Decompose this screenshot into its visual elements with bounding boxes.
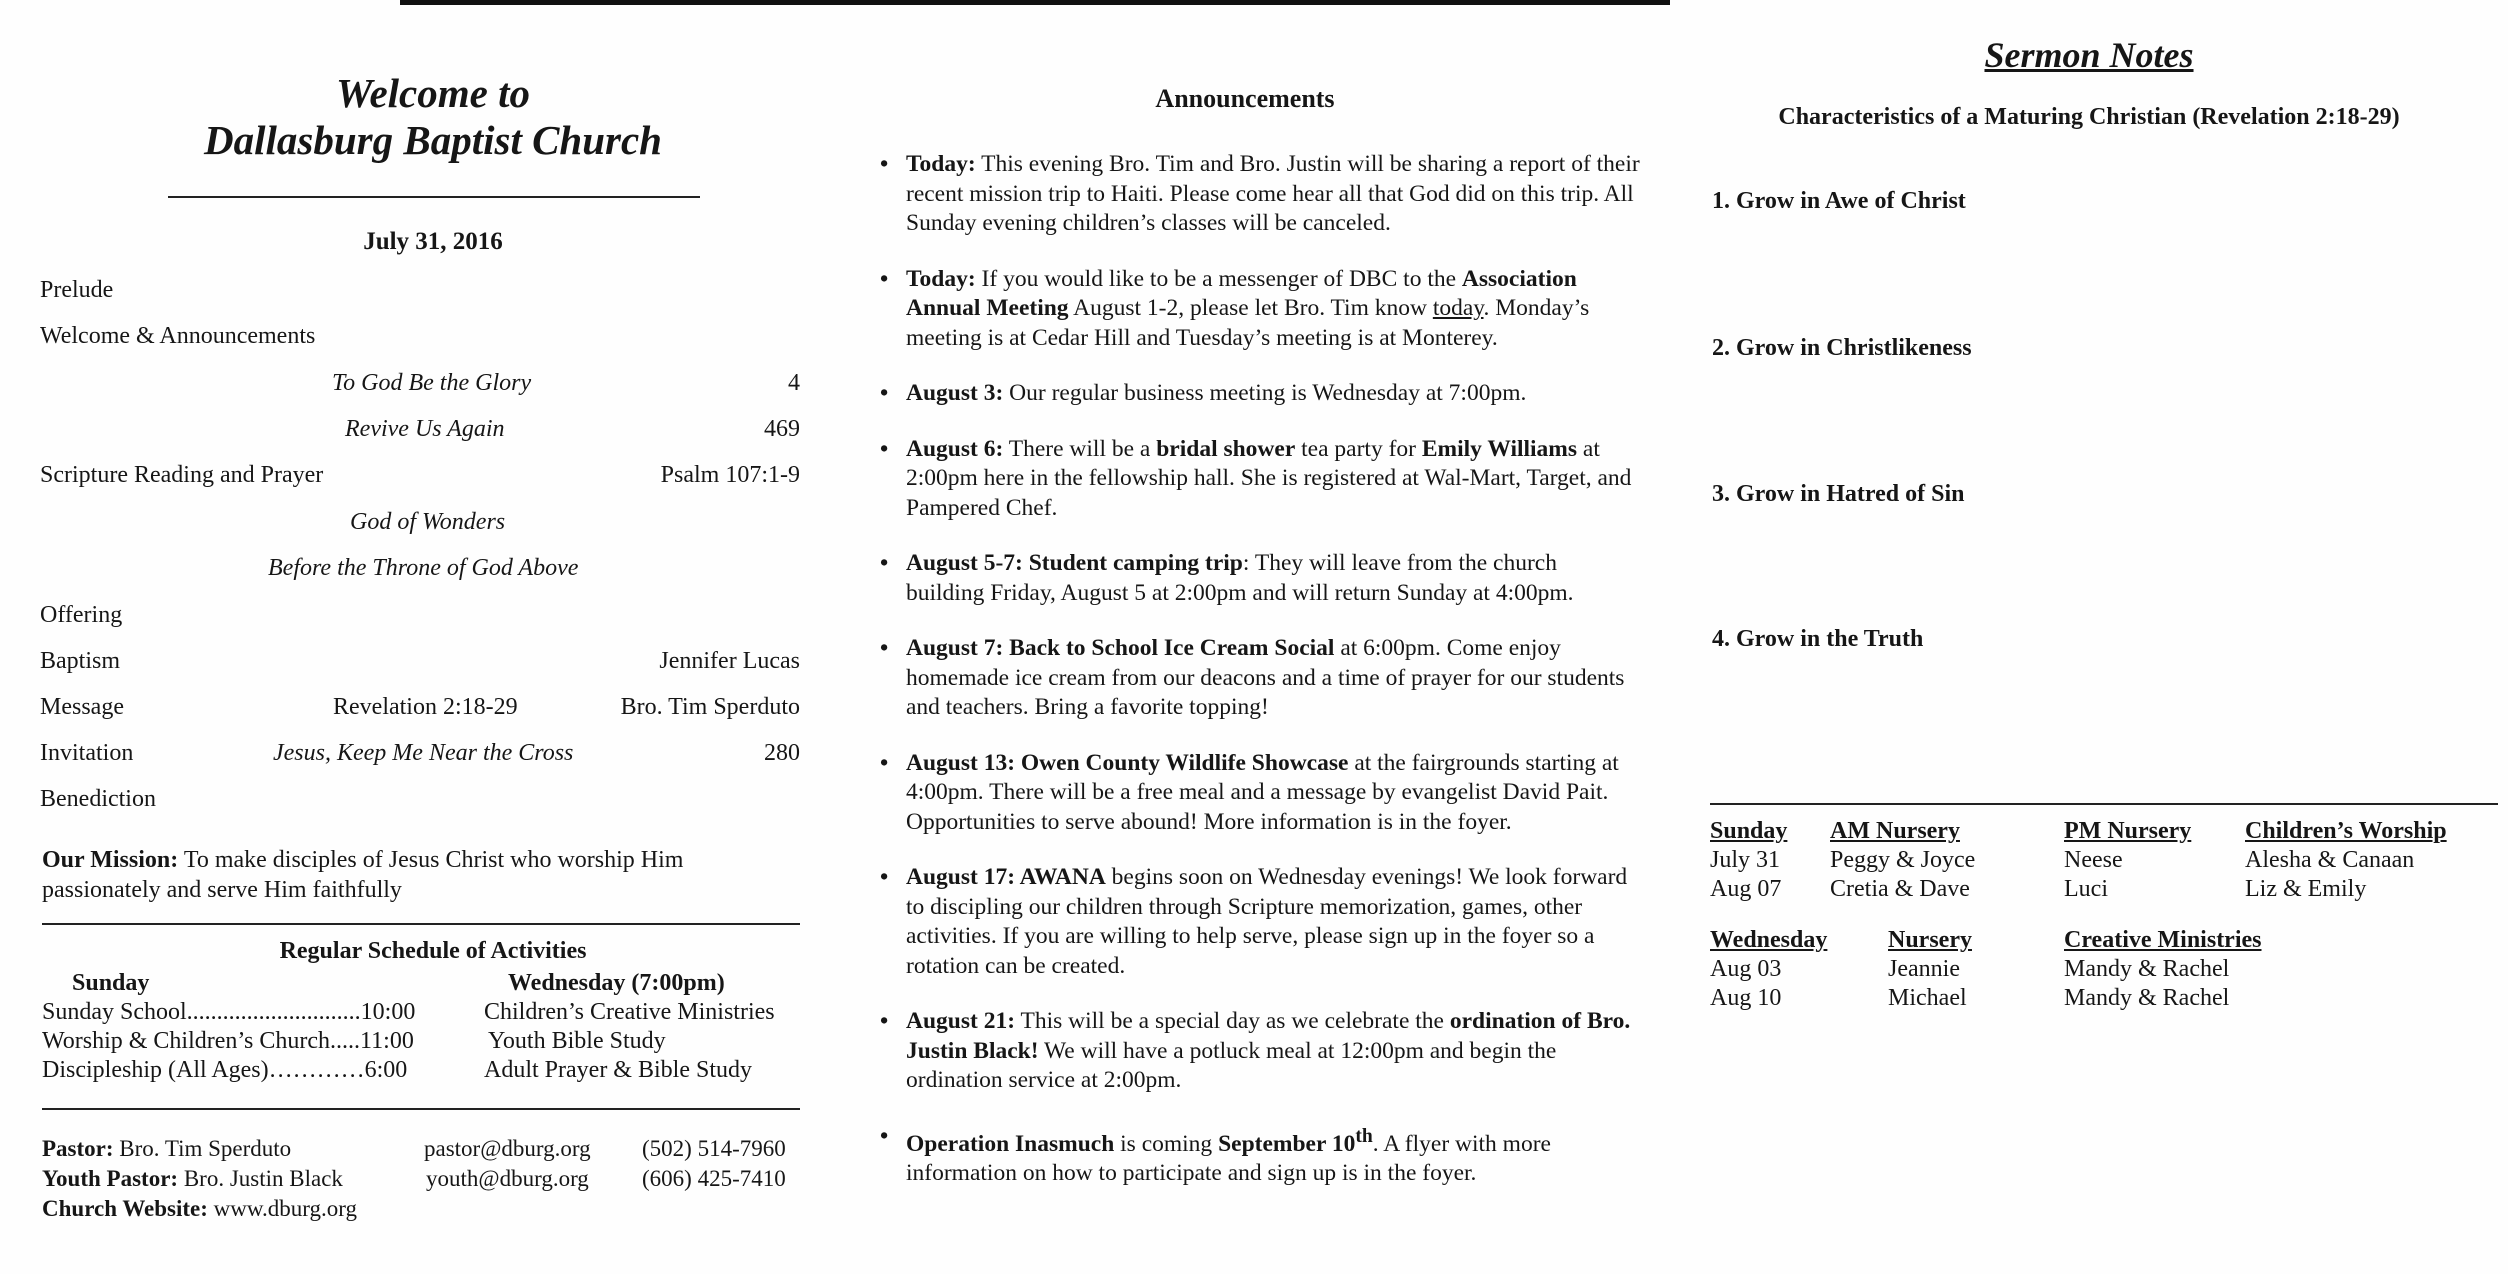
bullet-icon: •	[880, 1008, 889, 1034]
service-item-label: Welcome & Announcements	[40, 323, 316, 349]
announcement-emphasis: August 6:	[906, 435, 1004, 462]
service-item	[40, 462, 800, 502]
volunteer-names: Mandy & Rachel	[2064, 956, 2230, 982]
sermon-point: 3. Grow in Hatred of Sin	[1712, 481, 1965, 507]
service-item	[40, 323, 800, 363]
hymn-title: Jesus, Keep Me Near the Cross	[273, 740, 574, 766]
announcement-text: August 1-2, please let Bro. Tim know	[1068, 295, 1433, 321]
mission-text: To make disciples of Jesus Christ who worship Him passionately and serve Him faithfully	[42, 847, 684, 903]
wednesday-heading: Wednesday	[1710, 927, 1828, 953]
schedule-top-divider	[42, 923, 800, 925]
youth-pastor-email: youth@dburg.org	[426, 1166, 589, 1191]
announcement-item	[880, 265, 1640, 354]
bullet-icon: •	[880, 550, 889, 576]
hymn-number: 4	[788, 370, 800, 396]
childrens-worship-heading: Children’s Worship	[2245, 818, 2447, 844]
speaker-name: Bro. Tim Sperduto	[620, 694, 800, 720]
sunday-dates	[1710, 817, 1787, 904]
nursery-date: July 31	[1710, 847, 1781, 873]
service-item-label: Scripture Reading and Prayer	[40, 462, 324, 488]
announcement-emphasis: Today:	[906, 151, 976, 177]
hymn-title: To God Be the Glory	[332, 370, 532, 396]
message-passage: Revelation 2:18-29	[333, 694, 518, 720]
sunday-activity	[42, 997, 415, 1027]
activity-time: 10:00	[360, 999, 416, 1025]
announcement-emphasis: August 3:	[906, 380, 1004, 406]
announcement-emphasis: bridal shower	[1156, 435, 1296, 462]
sunday-heading: Sunday	[1710, 818, 1788, 844]
wednesday-activity: Youth Bible Study	[488, 1028, 666, 1054]
announcement-text: is coming	[1114, 1130, 1219, 1157]
song-title: Before the Throne of God Above	[268, 555, 579, 581]
am-nursery-column	[1830, 817, 1975, 904]
announcement-text: at 2:00pm here in the fellowship hall. She is registered at Wal-Mart, Target, and Pampered Chef.	[906, 435, 1632, 521]
sunday-schedule-heading: Sunday	[72, 970, 150, 996]
volunteer-names: Michael	[1888, 985, 1967, 1011]
pm-nursery-column	[2064, 817, 2191, 904]
hymn-title: Revive Us Again	[345, 416, 505, 442]
activity-name: Discipleship (All Ages)…………	[42, 1057, 365, 1083]
announcement-emphasis: Today:	[906, 265, 976, 292]
title-divider	[168, 196, 700, 198]
sunday-activity	[42, 1055, 407, 1085]
pastor-phone: (502) 514-7960	[642, 1136, 786, 1161]
wednesday-nursery-column	[1888, 926, 1972, 1013]
contact-role: Church Website:	[42, 1196, 208, 1221]
service-item	[40, 277, 800, 317]
wednesday-schedule-heading: Wednesday (7:00pm)	[508, 970, 725, 996]
am-nursery-heading: AM Nursery	[1830, 818, 1960, 844]
song-title: God of Wonders	[350, 509, 506, 535]
announcement-text: at the fairgrounds starting at 4:00pm. There will be a free meal and a message by evangelist David Pait. Opportunities to serve abound! More information is in the foyer.	[906, 749, 1619, 835]
service-item	[40, 740, 800, 780]
announcement-text: This will be a special day as we celebrate the	[1015, 1008, 1450, 1034]
announcement-emphasis: th	[1355, 1125, 1373, 1147]
service-item-label: Benediction	[40, 786, 156, 812]
volunteer-names: Luci	[2064, 876, 2108, 902]
announcement-emphasis: August 17: AWANA	[906, 864, 1106, 890]
announcement-text: today	[1432, 295, 1484, 321]
pastor-contact	[42, 1134, 291, 1164]
announcement-item	[880, 1122, 1640, 1189]
announcement-text: This evening Bro. Tim and Bro. Justin will be sharing a report of their recent mission trip to Haiti. Please come hear all that God did on this trip. All Sunday evening children’s classes will be canceled.	[906, 151, 1640, 236]
activity-time: 11:00	[360, 1028, 414, 1054]
announcement-text: tea party for	[1295, 435, 1422, 462]
announcement-emphasis: September 10	[1218, 1130, 1356, 1157]
announcements-panel	[820, 0, 1670, 1274]
sermon-point: 4. Grow in the Truth	[1712, 626, 1924, 652]
sunday-activity	[42, 1026, 414, 1056]
service-item	[40, 509, 800, 549]
nursery-divider	[1710, 803, 2498, 805]
service-item	[40, 416, 800, 456]
mission-statement	[42, 845, 762, 905]
announcement-emphasis: August 7: Back to School Ice Cream Social	[906, 635, 1335, 661]
welcome-title	[0, 70, 866, 164]
activity-name: Worship & Children’s Church.....	[42, 1028, 361, 1054]
service-item-label: Prelude	[40, 277, 114, 303]
announcement-text: . A flyer with more information on how to participate and sign up is in the foyer.	[906, 1130, 1551, 1186]
announcement-item	[880, 634, 1640, 723]
service-item	[40, 694, 800, 734]
bullet-icon: •	[880, 380, 889, 406]
announcements-list	[880, 150, 1640, 1214]
activity-name: Sunday School.............................	[42, 999, 361, 1025]
service-item-label: Baptism	[40, 648, 121, 674]
contact-divider	[42, 1108, 800, 1110]
wednesday-dates	[1710, 926, 1827, 1013]
announcement-text: Our regular business meeting is Wednesday at 7:00pm.	[1003, 380, 1527, 406]
announcement-emphasis: August 5-7: Student camping trip	[906, 550, 1243, 576]
baptism-candidate: Jennifer Lucas	[659, 648, 800, 674]
announcement-item	[880, 150, 1640, 239]
volunteer-names: Liz & Emily	[2245, 876, 2367, 902]
creative-ministries-column	[2064, 926, 2262, 1013]
activity-time: 6:00	[364, 1057, 408, 1083]
pm-nursery-heading: PM Nursery	[2064, 818, 2192, 844]
volunteer-names: Alesha & Canaan	[2245, 847, 2415, 873]
contact-name: Bro. Tim Sperduto	[119, 1136, 292, 1161]
announcement-emphasis: ordination of Bro. Justin Black!	[906, 1008, 1631, 1064]
volunteer-names: Mandy & Rachel	[2064, 985, 2230, 1011]
sermon-point: 2. Grow in Christlikeness	[1712, 335, 1972, 361]
welcome-title-line-1: Welcome to	[336, 70, 530, 116]
bulletin-front-panel	[0, 0, 820, 1274]
pastor-email: pastor@dburg.org	[424, 1136, 591, 1161]
announcement-emphasis: August 13: Owen County Wildlife Showcase	[906, 749, 1349, 776]
service-item-label: Invitation	[40, 740, 134, 766]
announcement-item	[880, 863, 1640, 981]
sermon-notes-title: Sermon Notes	[1984, 35, 2194, 75]
announcement-text: begins soon on Wednesday evenings! We look forward to discipling our children through Scripture memorization, games, other activities. If you are willing to help serve, please sign up in the foyer so a rotation can be created.	[906, 864, 1628, 979]
announcement-item	[880, 1007, 1640, 1096]
youth-pastor-phone: (606) 425-7410	[642, 1166, 786, 1191]
childrens-worship-column	[2245, 817, 2447, 904]
hymn-number: 469	[764, 416, 800, 442]
bullet-icon: •	[880, 1122, 889, 1149]
announcement-emphasis: August 21:	[906, 1008, 1016, 1034]
service-item-label: Message	[40, 694, 124, 720]
announcement-item	[880, 435, 1640, 524]
bullet-icon: •	[880, 749, 889, 776]
service-item	[40, 602, 800, 642]
church-website	[42, 1194, 357, 1224]
bullet-icon: •	[880, 265, 889, 292]
volunteer-names: Neese	[2064, 847, 2123, 873]
announcement-text: at 6:00pm. Come enjoy homemade ice cream from our deacons and a time of prayer for our students and teachers. Bring a favorite topping!	[906, 635, 1625, 720]
announcement-text: If you would like to be a messenger of DBC to the	[975, 265, 1462, 292]
hymn-number: 280	[764, 740, 800, 766]
service-date: July 31, 2016	[363, 228, 503, 255]
bullet-icon: •	[880, 435, 889, 462]
scripture-reference: Psalm 107:1-9	[660, 462, 800, 488]
contact-name: Bro. Justin Black	[183, 1166, 343, 1191]
sermon-point: 1. Grow in Awe of Christ	[1712, 188, 1966, 214]
announcement-item	[880, 379, 1640, 409]
bullet-icon: •	[880, 864, 889, 890]
creative-ministries-heading: Creative Ministries	[2064, 927, 2262, 953]
volunteer-names: Cretia & Dave	[1830, 876, 1970, 902]
youth-pastor-contact	[42, 1164, 343, 1194]
sermon-notes-panel	[1670, 0, 2508, 1274]
announcement-text: There will be a	[1003, 435, 1157, 462]
welcome-title-line-2: Dallasburg Baptist Church	[204, 117, 662, 163]
service-item	[40, 786, 800, 826]
announcement-text: We will have a potluck meal at 12:00pm and begin the ordination service at 2:00pm.	[906, 1037, 1557, 1093]
service-item	[40, 648, 800, 688]
contact-role: Youth Pastor:	[42, 1166, 179, 1191]
wednesday-activity: Adult Prayer & Bible Study	[484, 1057, 752, 1083]
website-url: www.dburg.org	[213, 1196, 357, 1221]
service-item-label: Offering	[40, 602, 123, 628]
nursery-date: Aug 07	[1710, 876, 1782, 902]
announcement-text: : They will leave from the church building Friday, August 5 at 2:00pm and will return Sunday at 4:00pm.	[906, 550, 1574, 606]
mission-label: Our Mission:	[42, 847, 179, 873]
contact-role: Pastor:	[42, 1136, 114, 1161]
bullet-icon: •	[880, 151, 889, 177]
announcements-heading: Announcements	[1155, 84, 1335, 113]
announcement-item	[880, 549, 1640, 608]
announcement-item	[880, 749, 1640, 838]
schedule-heading: Regular Schedule of Activities	[279, 938, 587, 964]
announcement-emphasis: Association Annual Meeting	[906, 265, 1577, 321]
wednesday-nursery-heading: Nursery	[1888, 927, 1972, 953]
volunteer-names: Peggy & Joyce	[1830, 847, 1976, 873]
nursery-date: Aug 03	[1710, 956, 1782, 982]
announcement-emphasis: Operation Inasmuch	[906, 1130, 1115, 1157]
volunteer-names: Jeannie	[1888, 956, 1960, 982]
wednesday-activity: Children’s Creative Ministries	[484, 999, 775, 1025]
nursery-date: Aug 10	[1710, 985, 1782, 1011]
service-item	[40, 555, 800, 595]
announcement-emphasis: Emily Williams	[1421, 435, 1578, 462]
announcement-text: . Monday’s meeting is at Cedar Hill and Tuesday’s meeting is at Monterey.	[906, 295, 1590, 351]
sermon-subtitle: Characteristics of a Maturing Christian (Revelation 2:18-29)	[1778, 104, 2400, 130]
service-item	[40, 370, 800, 410]
bullet-icon: •	[880, 635, 889, 661]
